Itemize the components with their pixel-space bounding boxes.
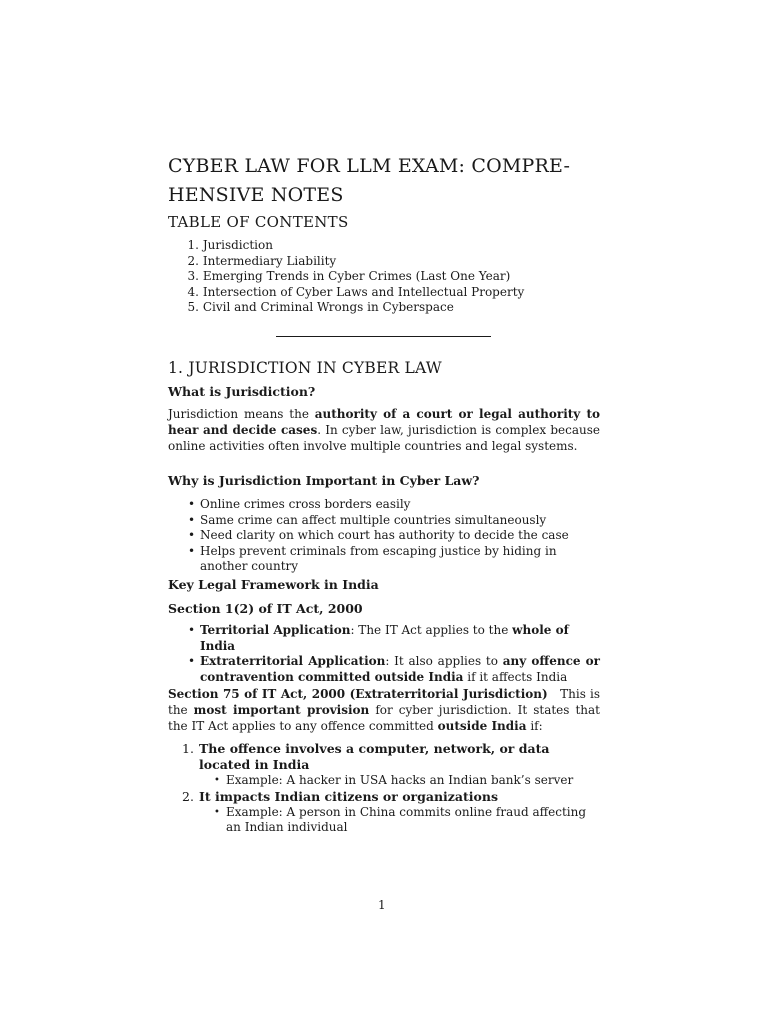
paragraph-section-75: Section 75 of IT Act, 2000 (Extraterritorial Jurisdiction) This is the most important provision for cyber jurisdiction. It states that the IT Act applies to any offence committed outside India if: — [168, 687, 600, 733]
toc-item[interactable]: 2. Intermediary Liability — [187, 253, 337, 268]
section-75-conditions-list — [168, 741, 600, 836]
toc-item[interactable]: 4. Intersection of Cyber Laws and Intellectual Property — [187, 284, 525, 299]
list-item: • Online crimes cross borders easily — [184, 497, 600, 513]
toc-item[interactable]: 3. Emerging Trends in Cyber Crimes (Last One Year) — [187, 269, 511, 283]
toc-heading: TABLE OF CONTENTS — [168, 213, 349, 231]
condition-item: 2. It impacts Indian citizens or organizations • Example: A person in China commits online fraud affecting an Indian individual — [168, 789, 600, 836]
subheading-why-jurisdiction-important: Why is Jurisdiction Important in Cyber Law? — [168, 473, 480, 488]
example-item: • Example: A hacker in USA hacks an Indian bank’s server — [211, 773, 600, 789]
example-item: • Example: A person in China commits online fraud affecting an Indian individual — [211, 805, 600, 836]
section-heading-jurisdiction: 1. JURISDICTION IN CYBER LAW — [168, 359, 442, 377]
list-item: • Extraterritorial Application: It also applies to any offence or contravention committed outside India if it affects India — [184, 654, 600, 685]
subheading-key-legal-framework: Key Legal Framework in India — [168, 577, 379, 592]
table-of-contents — [168, 238, 524, 316]
paragraph-jurisdiction-definition: Jurisdiction means the authority of a court or legal authority to hear and decide cases. In cyber law, jurisdiction is complex because online activities often involve multiple countries and legal systems. — [168, 407, 601, 453]
list-item: • Same crime can affect multiple countries simultaneously — [184, 513, 600, 529]
subheading-section-1-2: Section 1(2) of IT Act, 2000 — [168, 601, 363, 616]
page-number: 1 — [378, 898, 386, 912]
toc-item[interactable]: 1. Jurisdiction — [187, 238, 273, 252]
document-title: CYBER LAW FOR LLM EXAM: COMPRE-HENSIVE NOTES — [168, 155, 571, 206]
section-1-2-list — [184, 623, 600, 685]
example-list — [199, 773, 600, 789]
why-important-list — [184, 497, 600, 575]
toc-item[interactable]: 5. Civil and Criminal Wrongs in Cyberspace — [187, 300, 454, 314]
section-divider — [276, 336, 491, 337]
list-item: • Helps prevent criminals from escaping justice by hiding in another country — [184, 544, 600, 575]
condition-item: 1. The offence involves a computer, network, or data located in India • Example: A hacker in USA hacks an Indian bank’s server — [168, 741, 600, 789]
subheading-what-is-jurisdiction: What is Jurisdiction? — [168, 384, 316, 399]
example-list — [199, 805, 600, 836]
list-item: • Need clarity on which court has authority to decide the case — [184, 528, 600, 544]
list-item: • Territorial Application: The IT Act applies to the whole of India — [184, 623, 600, 654]
